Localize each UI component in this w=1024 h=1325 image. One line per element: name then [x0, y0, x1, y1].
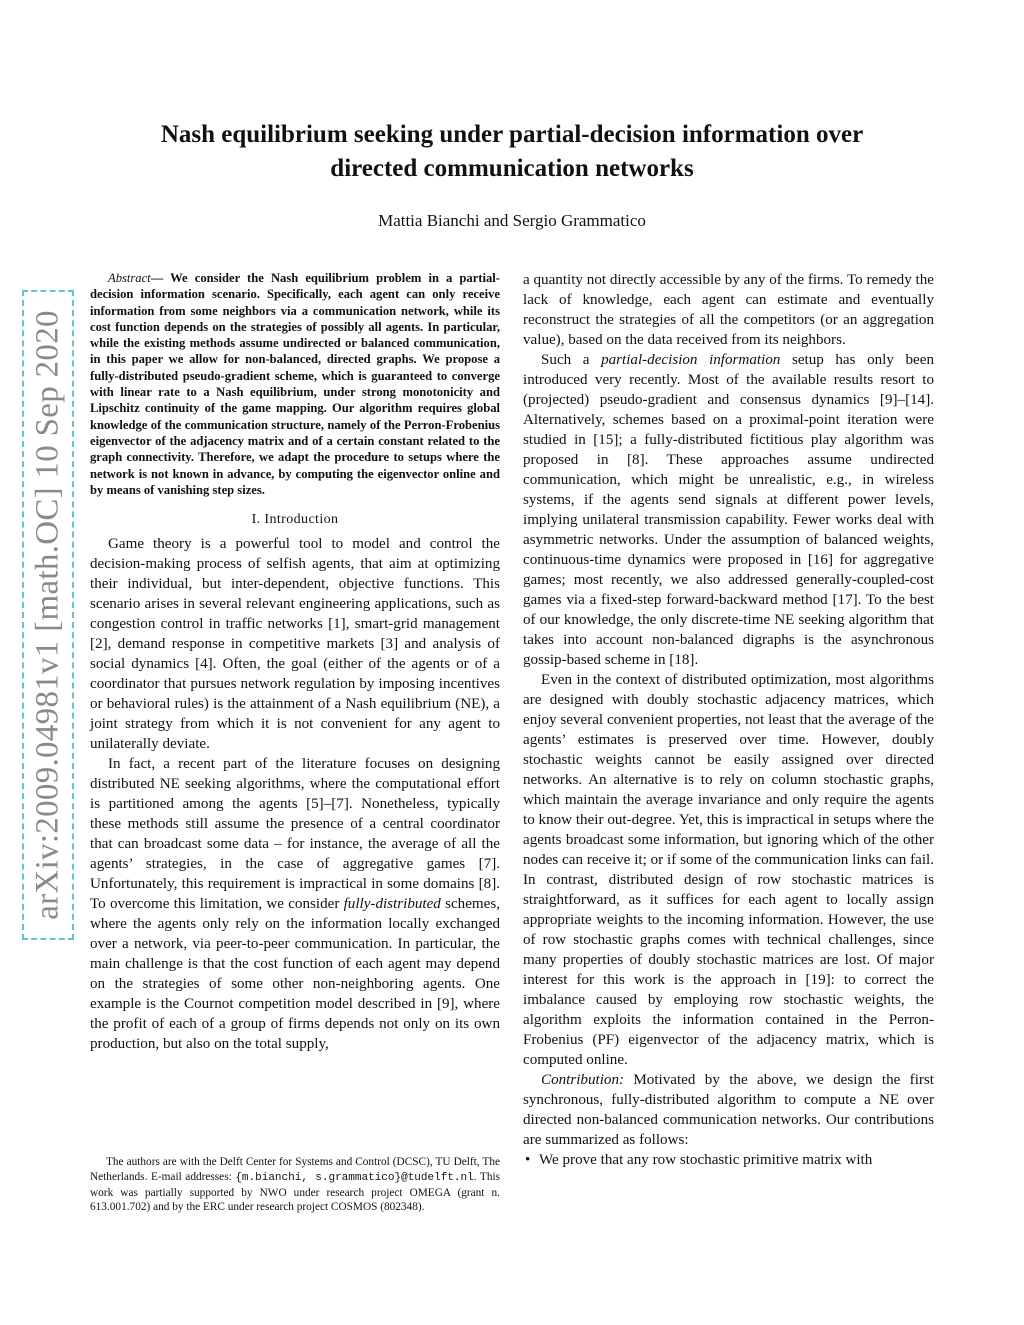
abstract-label: Abstract — [108, 271, 151, 285]
contribution-text: Motivated by the above, we design the first synchronous, fully-distributed algorithm to compute a NE over directed non-balanced communication networks. Our contributions are summarized as follows: — [523, 1072, 934, 1148]
right-paragraph-2-part-a: Such a — [541, 352, 602, 368]
abstract — [90, 270, 500, 498]
right-column — [523, 270, 934, 1170]
footnote-affiliation — [90, 1155, 500, 1215]
intro-paragraph-2-part-b: schemes, where the agents only rely on the information locally exchanged over a network, via peer-to-peer communication. In particular, the main challenge is that the cost function of each agent may depend on the strategies of some other non-neighboring agents. One example is the Cournot competition model described in [9], where the profit of each of a group of firms depends not only on its own production, but also on the total supply, — [90, 896, 500, 1053]
abstract-text: — We consider the Nash equilibrium problem in a partial-decision information scenario. Specifically, each agent can only receive information from some neighbors via a communication network, while its cost function depends on the strategies of possibly all agents. In particular, while the existing methods assume undirected or balanced communication, in this paper we allow for non-balanced, directed graphs. We propose a fully-distributed pseudo-gradient scheme, which is guaranteed to converge with linear rate to a Nash equilibrium, under strong monotonicity and Lipschitz continuity of the game mapping. Our algorithm requires global knowledge of the communication structure, namely of the Perron-Frobenius eigenvector of the adjacency matrix and of a certain constant related to the graph connectivity. Therefore, we adapt the procedure to setups where the network is not known in advance, by computing the eigenvector online and by means of vanishing step sizes. — [90, 271, 500, 497]
right-paragraph-2-emphasis: partial-decision information — [601, 352, 781, 368]
bullet-icon: • — [525, 1152, 531, 1168]
intro-paragraph-2-part-a: In fact, a recent part of the literature focuses on designing distributed NE seeking algorithms, where the computational effort is partitioned among the agents [5]–[7]. Nonetheless, typically these methods still assume the presence of a central coordinator that can broadcast some data – for instance, the average of all the agents’ strategies, in the case of aggregative games [7]. Unfortunately, this requirement is impractical in some domains [8]. To overcome this limitation, we consider — [90, 756, 500, 913]
right-paragraph-contribution — [523, 1070, 934, 1150]
section-heading-introduction: I. Introduction — [251, 512, 339, 528]
footnote-text-b: . This work was partially supported by NWO under research project OMEGA (grant n. 613.001.702) and by the ERC under research project COSMOS (802348). — [90, 1170, 501, 1214]
intro-paragraph-2-emphasis: fully-distributed — [343, 896, 441, 913]
intro-paragraph-1: Game theory is a powerful tool to model and control the decision-making process of selfish agents, that aim at optimizing their individual, but inter-dependent, objective functions. This scenario arises in several relevant engineering applications, such as congestion control in traffic networks [1], smart-grid management [2], demand response in competitive markets [3] and analysis of social dynamics [4]. Often, the goal (either of the agents or of a coordinator that pursues network regulation by imposing incentives or behavioral rules) is the attainment of a Nash equilibrium (NE), a joint strategy from which it is not convenient for any agent to unilaterally deviate. — [90, 536, 500, 753]
footnote-text-a: The authors are with the Delft Center for Systems and Control (DCSC), TU Delft, The Netherlands. E-mail addresses: — [90, 1156, 500, 1183]
right-paragraph-2-part-b: setup has only been introduced very recently. Most of the available results resort to (projected) pseudo-gradient and consensus dynamics [9]–[14]. Alternatively, schemes based on a proximal-point iteration were studied in [15]; a fully-distributed fictitious play algorithm was proposed in [8]. These approaches assume undirected communication, which might be unrealistic, e.g., in wireless systems, if the agents send signals at different power levels, implying unilateral transmission capability. Fewer works deal with asymmetric networks. Under the assumption of balanced weights, continuous-time dynamics were proposed in [16] for aggregative games; most recently, we also addressed generally-coupled-cost games via a fixed-step forward-backward method [17]. To the best of our knowledge, the only discrete-time NE seeking algorithm that takes into account non-balanced digraphs is the asynchronous gossip-based scheme in [18]. — [523, 352, 935, 668]
right-paragraph-1: a quantity not directly accessible by any of the firms. To remedy the lack of knowledge, each agent can estimate and eventually reconstruct the strategies of all the competitors (or an aggregation value), based on the data received from its neighbors. — [523, 272, 934, 348]
right-paragraph-3: Even in the context of distributed optimization, most algorithms are designed with doubly stochastic adjacency matrices, which enjoy several convenient properties, not least that the average of the agents’ estimates is preserved over time. However, doubly stochastic weights cannot be easily assigned over directed networks. An alternative is to rely on column stochastic graphs, which maintain the average invariance and only require the agents to know their out-degree. Yet, this is impractical in setups where the agents broadcast some information, but ignoring which of the other nodes can receive it; or if some of the communication links can fail. In contrast, distributed design of row stochastic matrices is straightforward, as it suffices for each agent to locally assign appropriate weights to the incoming information. However, the use of row stochastic graphs comes with technical challenges, since many properties of doubly stochastic matrices are lost. Of major interest for this work is the approach in [19]: to correct the imbalance caused by employing row stochastic weights, the algorithm exploits the information contained in the Perron-Frobenius (PF) eigenvector of the adjacency matrix, which is computed online. — [523, 672, 934, 1068]
paper-title — [120, 118, 904, 186]
paper-authors: Mattia Bianchi and Sergio Grammatico — [378, 211, 646, 230]
arxiv-identifier: arXiv:2009.04981v1 [math.OC] 10 Sep 2020 — [29, 310, 66, 920]
left-column — [90, 270, 500, 1054]
right-paragraph-2 — [523, 350, 934, 670]
intro-paragraph-2 — [90, 754, 500, 1054]
title-line-1: Nash equilibrium seeking under partial-decision information over — [160, 121, 864, 148]
contribution-bullet-1-text: We prove that any row stochastic primitive matrix with — [539, 1152, 873, 1168]
title-line-2: directed communication networks — [330, 155, 694, 182]
contribution-bullet-1 — [523, 1150, 934, 1170]
footnote-email: {m.bianchi, s.grammatico}@tudelft.nl — [235, 1171, 474, 1184]
contribution-label: Contribution: — [541, 1072, 625, 1088]
